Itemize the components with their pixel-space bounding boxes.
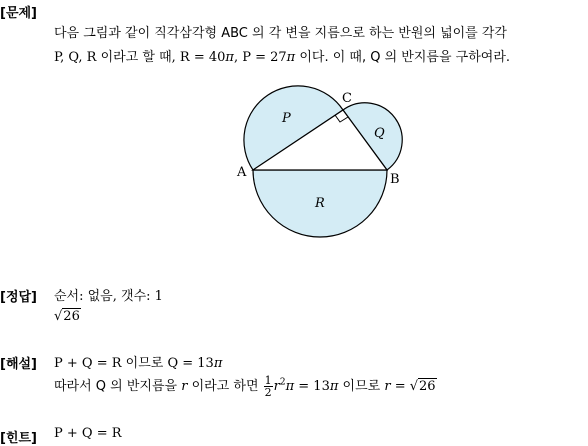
explanation-line-1 <box>54 352 222 371</box>
label-p: P <box>282 111 291 126</box>
answer-radicand: 26 <box>63 309 80 324</box>
problem-line-2-a: P, Q, R 이라고 할 때, R = 40 <box>54 50 226 65</box>
label-c: C <box>342 91 352 106</box>
answer-tag: [정답] <box>0 290 37 305</box>
explanation-sqrt: √26 <box>409 379 436 394</box>
frac-denominator: 2 <box>264 386 272 399</box>
pi-symbol: π <box>329 379 339 394</box>
explanation-line-2-d: 이므로 <box>338 379 385 394</box>
problem-line-2-b: , P = 27 <box>233 50 287 65</box>
hint-tag: [힌트] <box>0 431 37 446</box>
explanation-line-2-a: 따라서 Q 의 반지름을 <box>54 379 182 394</box>
pi-symbol: π <box>285 379 295 394</box>
problem-line-1: 다음 그림과 같이 직각삼각형 ABC 의 각 변을 지름으로 하는 반원의 넓이를 각각 <box>54 26 507 41</box>
explanation-line-2 <box>54 375 437 398</box>
explanation-radicand: 26 <box>419 379 436 394</box>
var-r: r <box>273 379 280 394</box>
explanation-line-1-a: P + Q = R 이므로 Q = 13 <box>54 356 214 371</box>
pi-symbol: π <box>286 50 296 65</box>
var-r: r <box>384 379 391 394</box>
explanation-line-2-c: = 13 <box>294 379 330 394</box>
answer-value <box>54 309 81 324</box>
var-r: r <box>181 379 188 394</box>
problem-line-2-c: 이다. 이 때, Q 의 반지름을 구하여라. <box>295 50 511 65</box>
label-b: B <box>390 172 400 187</box>
pi-symbol: π <box>225 50 234 65</box>
frac-numerator: 1 <box>264 374 272 387</box>
answer-sqrt: √26 <box>54 309 80 324</box>
problem-tag: [문제] <box>0 6 37 21</box>
explanation-tag: [해설] <box>0 357 37 372</box>
hint-text: P + Q = R <box>54 426 122 441</box>
answer-order: 순서: 없음, 갯수: 1 <box>54 289 163 304</box>
fraction-half <box>264 375 273 398</box>
explanation-line-2-e: = <box>390 379 410 394</box>
explanation-line-2-b: 이라고 하면 <box>187 379 263 394</box>
exponent: 2 <box>279 377 286 388</box>
label-r: R <box>315 196 325 211</box>
label-q: Q <box>374 126 385 141</box>
pi-symbol: π <box>213 356 223 371</box>
label-a: A <box>237 165 247 180</box>
